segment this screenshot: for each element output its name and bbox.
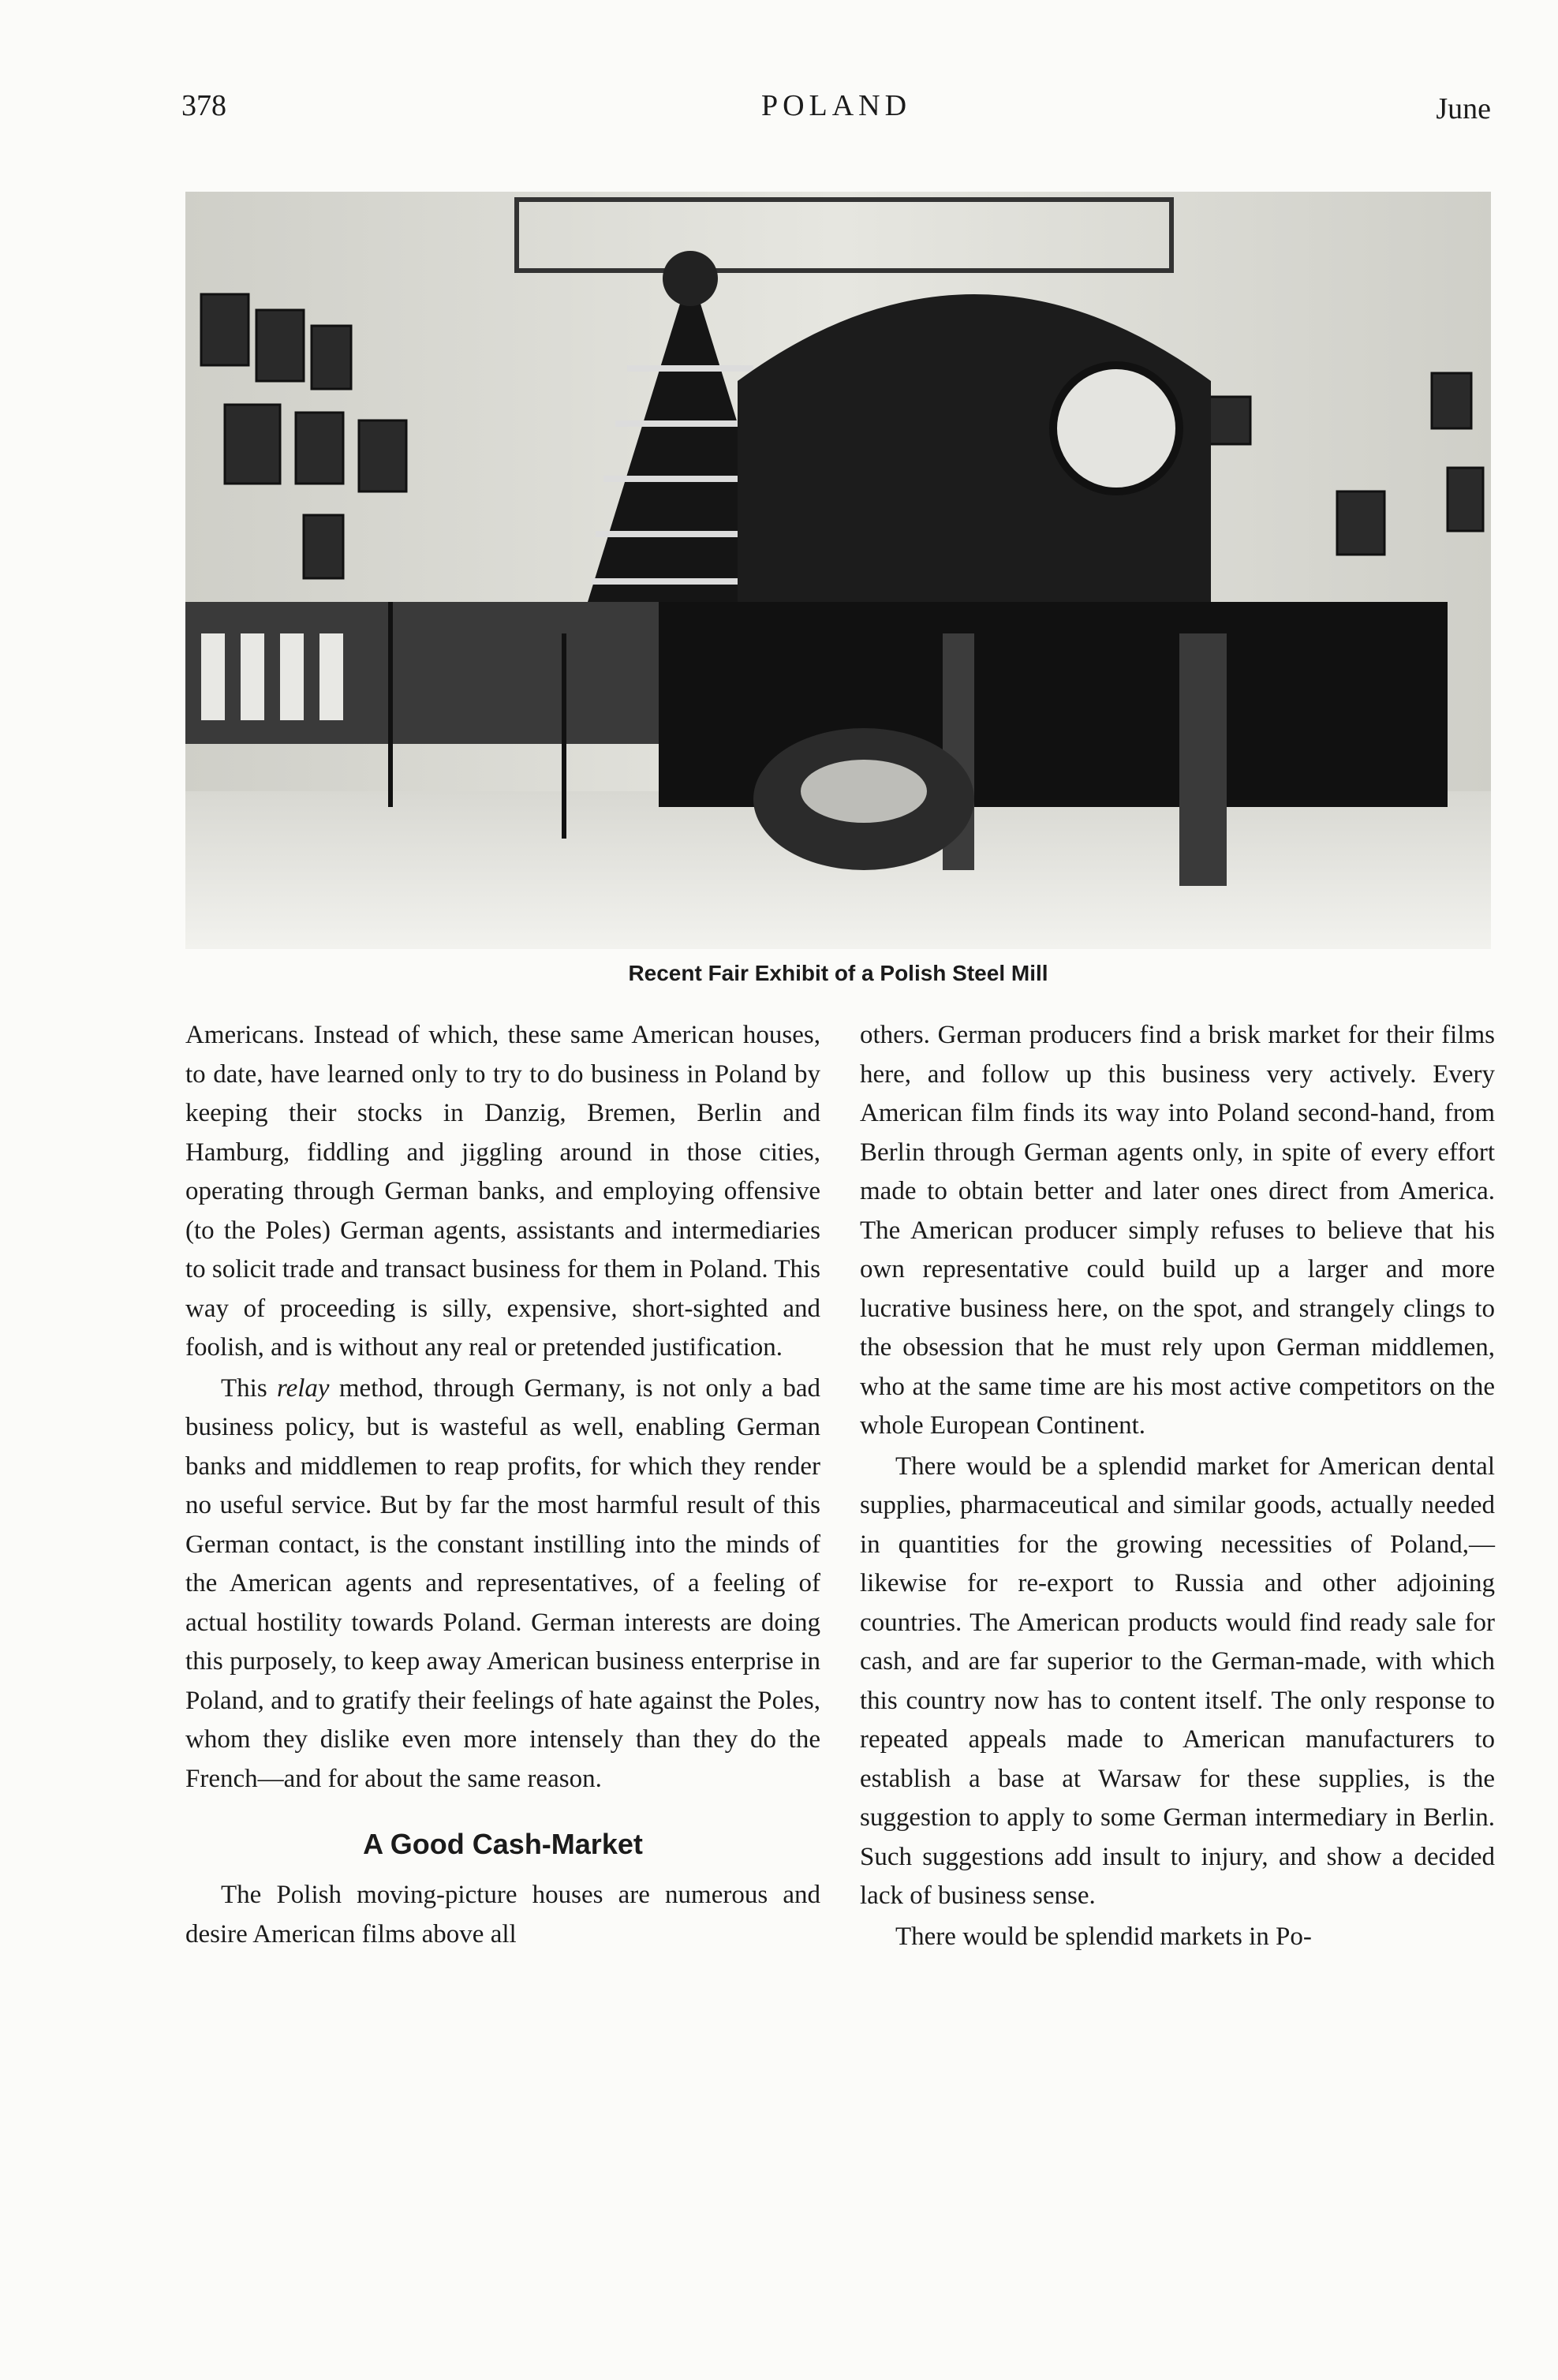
paragraph: The Polish moving-picture houses are numerous and desire American films above all — [185, 1881, 820, 1948]
text-run: This — [221, 1373, 277, 1403]
running-header — [181, 88, 1491, 136]
issue-month: June — [1436, 92, 1491, 125]
paragraph: There would be a splendid market for American dental supplies, pharmaceutical and similar goods, actually needed in quantities for the growing necessities of Poland,—likewise for re-export to Russia and other adjoining countries. The American products would find ready sale for cash, and are far superior to the German-made, with which this country now has to content itself. The only response to repeated appeals made to American manufacturers to establish a base at Warsaw for these supplies, is the suggestion to apply to some German intermediary in Berlin. Such suggestions add insult to injury, and show a decided lack of business sense. — [860, 1452, 1495, 1910]
article-column-right — [860, 1016, 1495, 1956]
steel-mill-exhibit-image — [185, 192, 1491, 949]
exhibit-photograph — [185, 192, 1491, 949]
paragraph — [185, 1369, 820, 1799]
section-heading: A Good Cash-Market — [363, 1828, 643, 1860]
page-number: 378 — [181, 89, 226, 122]
italic-emphasis: relay — [276, 1373, 330, 1403]
article-column-left — [185, 1016, 820, 1954]
running-title: POLAND — [760, 89, 912, 122]
paragraph: There would be splendid markets in Po- — [895, 1922, 1312, 1951]
text-run: method, through Germany, is not only a bad business policy, but is wasteful as well, enabling German banks and middlemen to reap profits, for which they render no useful service. But by far the most harmful result of this German contact, is the constant instilling into the minds of the American agents and representatives, of a feeling of actual hostility towards Poland. German interests are doing this purposely, to keep away American business enterprise in Poland, and to gratify their feelings of hate against the Poles, whom they dislike even more intensely than they do the French—and for about the same reason. — [185, 1373, 820, 1793]
paragraph: Americans. Instead of which, these same American houses, to date, have learned only to try to do business in Poland by keeping their stocks in Danzig, Bremen, Berlin and Hamburg, fiddling and jiggling around in those cities, operating through German banks, and employing offensive (to the Poles) German agents, assistants and intermediaries to solicit trade and transact business for them in Poland. This way of proceeding is silly, expensive, short-sighted and foolish, and is without any real or pretended justification. — [185, 1021, 821, 1362]
paragraph: others. German producers find a brisk market for their films here, and follow up this business very actively. Every American film finds its way into Poland second-hand, from Berlin through German agents only, in spite of every effort made to obtain better and later ones direct from America. The American producer simply refuses to believe that his own representative could build up a larger and more lucrative business here, on the spot, and strangely clings to the obsession that he must rely upon German middlemen, who at the same time are his most active competitors on the whole European Continent. — [860, 1021, 1495, 1440]
photo-caption: Recent Fair Exhibit of a Polish Steel Mill — [628, 961, 1048, 985]
